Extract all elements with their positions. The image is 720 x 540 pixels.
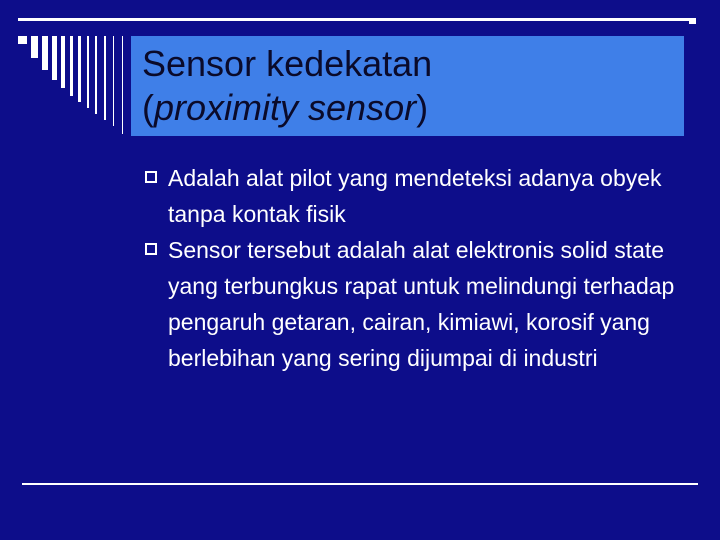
stripe xyxy=(31,36,38,58)
stripe xyxy=(87,36,89,108)
stripe xyxy=(42,36,48,70)
bullet-text: Sensor tersebut adalah alat elektronis solid state yang terbungkus rapat untuk melindungi terhadap pengaruh getaran, cairan, kimiawi, korosif yang berlebihan yang sering dijumpai di industri xyxy=(168,237,675,371)
bottom-rule xyxy=(22,483,698,485)
stripe xyxy=(122,36,123,134)
title-italic: proximity sensor xyxy=(154,87,417,128)
stripe xyxy=(18,36,27,44)
stripe xyxy=(113,36,114,126)
stripe xyxy=(70,36,73,96)
bullet-text: Adalah alat pilot yang mendeteksi adanya obyek tanpa kontak fisik xyxy=(168,165,662,227)
bullet-list xyxy=(145,160,705,376)
bullet-item xyxy=(145,160,705,232)
stripe xyxy=(104,36,106,120)
slide-title xyxy=(142,42,672,130)
title-open-paren: ( xyxy=(142,87,154,128)
stripe xyxy=(78,36,81,102)
stripe xyxy=(61,36,65,88)
top-rule-square xyxy=(689,18,696,24)
stripe xyxy=(95,36,97,114)
top-rule xyxy=(18,18,696,21)
hollow-square-icon xyxy=(145,243,157,255)
hollow-square-icon xyxy=(145,171,157,183)
title-close-paren: ) xyxy=(416,87,429,128)
bullet-item xyxy=(145,232,705,376)
stripe xyxy=(52,36,57,80)
title-line-1: Sensor kedekatan xyxy=(142,43,433,84)
